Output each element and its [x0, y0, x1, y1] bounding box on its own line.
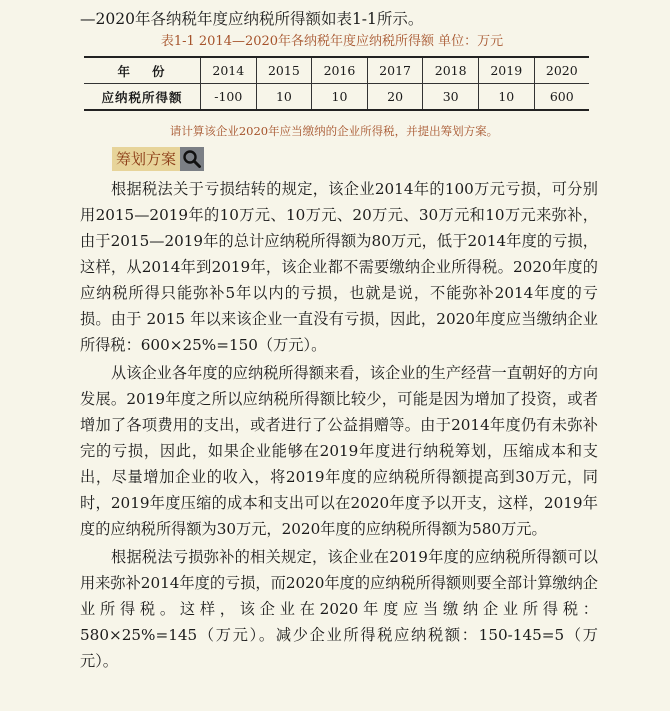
- year-cell: 2016: [312, 57, 368, 84]
- value-cell: 10: [478, 84, 534, 111]
- header-label-cell: 年份: [84, 57, 201, 84]
- year-cell: 2019: [478, 57, 534, 84]
- value-cell: 600: [534, 84, 589, 111]
- plan-label: 筹划方案: [112, 147, 180, 171]
- table-data-row: [84, 84, 589, 111]
- year-cell: 2015: [256, 57, 312, 84]
- plan-header: [112, 146, 598, 172]
- year-cell: 2017: [367, 57, 423, 84]
- value-cell: 30: [423, 84, 479, 111]
- value-cell: 10: [256, 84, 312, 111]
- paragraph: 根据税法关于亏损结转的规定，该企业2014年的100万元亏损，可分别用2015—2019年的10万元、10万元、20万元、30万元和10万元来弥补，由于2015—2019年的总计应纳税所得额为80万元，低于2014年度的亏损，这样，从2014年到2019年，该企业都不需要缴纳企业所得税。2020年度的应纳税所得只能弥补5年以内的亏损，也就是说，不能弥补2014年度的亏损。由于 2015 年以来该企业一直没有亏损，因此，2020年度应当缴纳企业所得税：600×25%=150（万元）。: [80, 180, 598, 354]
- question-text: 请计算该企业2020年应当缴纳的企业所得税，并提出筹划方案。: [169, 124, 499, 138]
- year-cell: 2018: [423, 57, 479, 84]
- intro-line: —2020年各纳税年度应纳税所得额如表1-1所示。: [80, 10, 424, 28]
- paragraph: 根据税法亏损弥补的相关规定，该企业在2019年度的应纳税所得额可以用来弥补2014年度的亏损，而2020年度的应纳税所得额则要全部计算缴纳企业所得税。这样，该企业在2020年度应当缴纳企业所得税：580×25%=145（万元）。减少企业所得税应纳税额：150-145=5（万元）。: [80, 548, 598, 670]
- table-header-row: [84, 57, 589, 84]
- year-cell: 2020: [534, 57, 589, 84]
- year-cell: 2014: [201, 57, 257, 84]
- value-cell: 20: [367, 84, 423, 111]
- tax-table: [84, 56, 589, 111]
- body-text: [80, 176, 598, 674]
- table-caption: 表1-1 2014—2020年各纳税年度应纳税所得额 单位：万元: [160, 34, 504, 49]
- paragraph: 从该企业各年度的应纳税所得额来看，该企业的生产经营一直朝好的方向发展。2019年度之所以应纳税所得额比较少，可能是因为增加了投资，或者增加了各项费用的支出，或者进行了公益捐赠等。由于2014年度仍有未弥补完的亏损，因此，如果企业能够在2019年度进行纳税筹划，压缩成本和支出，尽量增加企业的收入，将2019年度的应纳税所得额提高到30万元，同时，2019年度压缩的成本和支出可以在2020年度予以开支，这样，2019年度的应纳税所得额为30万元，2020年度的应纳税所得额为580万元。: [80, 364, 598, 538]
- value-cell: 10: [312, 84, 368, 111]
- magnifier-icon: [180, 147, 204, 171]
- row-label-cell: 应纳税所得额: [84, 84, 201, 111]
- value-cell: -100: [201, 84, 257, 111]
